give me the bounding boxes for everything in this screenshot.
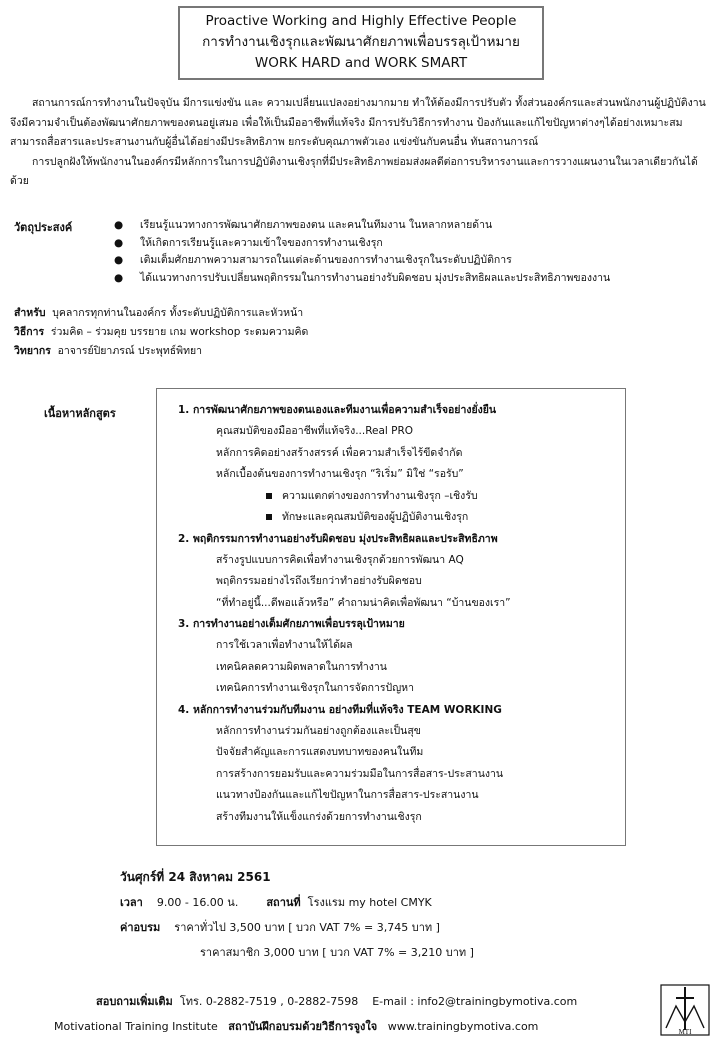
time-value: 9.00 - 16.00 น. (156, 896, 239, 909)
section-item: การสร้างการยอมรับและความร่วมมือในการสื่อสาร-ประสานงาน (216, 767, 504, 780)
title-thai: การทำงานเชิงรุกและพัฒนาศักยภาพเพื่อบรรลุเป้าหมาย (202, 34, 520, 50)
title-box (178, 6, 544, 80)
section-item: เทคนิคการทำงานเชิงรุกในการจัดการปัญหา (216, 682, 414, 694)
bullet-icon: ● (114, 271, 124, 284)
contact-info (96, 992, 577, 1010)
footer (54, 1017, 538, 1035)
objective-item: ● เติมเต็มศักยภาพความสามารถในแต่ละด้านของการทำงานเชิงรุกในระดับปฏิบัติการ (112, 252, 610, 270)
section-title: 4. หลักการทำงานร่วมกับทีมงาน อย่างทีมที่แท้จริง TEAM WORKING (178, 703, 502, 716)
org-name-th: สถาบันฝึกอบรมด้วยวิธีการจูงใจ (228, 1020, 378, 1033)
website-link[interactable]: www.trainingbymotiva.com (387, 1020, 539, 1033)
price-general: ราคาทั่วไป 3,500 บาท [ บวก VAT 7% = 3,745 บาท ] (174, 921, 440, 934)
org-name-en: Motivational Training Institute (54, 1020, 218, 1033)
event-date: วันศุกร์ที่ 24 สิงหาคม 2561 (120, 870, 271, 884)
title-tagline: WORK HARD and WORK SMART (254, 55, 468, 71)
intro-paragraph-1: สถานการณ์การทำงานในปัจจุบัน มีการแข่งขัน และ ความเปลี่ยนแปลงอย่างมากมาย ทำให้ต้องมีการปรับตัว ทั้งส่วนองค์กรและส่วนพนักงานผู้ปฏิบัติงานจึงมีความจำเป็นต้องพัฒนาศักยภาพของตนอยู่เสมอ เพื่อให้เป็นมืออาชีพที่แท้จริง มีการปรับวิธีการทำงาน ป้องกันและแก้ไขปัญหาต่างๆได้อย่างเหมาะสม สามารถสื่อสารและประสานงานกับผู้อื่นได้อย่างมีประสิทธิภาพ ยกระดับคุณภาพตัวเอง แข่งขันกับคนอื่น ทันสถานการณ์ (10, 97, 706, 148)
section-item: หลักเบื้องต้นของการทำงานเชิงรุก “ริเริ่ม” มิใช่ “รอรับ” (216, 468, 464, 480)
section-title: 1. การพัฒนาศักยภาพของตนเองและทีมงานเพื่อความสำเร็จอย่างยั่งยืน (178, 404, 497, 416)
objectives-list (112, 217, 610, 287)
bullet-icon: ● (114, 219, 124, 231)
event-fee-member: ราคาสมาชิก 3,000 บาท [ บวก VAT 7% = 3,210 บาท ] (200, 946, 474, 959)
bullet-icon: ● (114, 236, 124, 249)
section-item: หลักการคิดอย่างสร้างสรรค์ เพื่อความสำเร็จไร้ขีดจำกัด (216, 446, 463, 459)
fee-label: ค่าอบรม (120, 921, 161, 934)
place-label: สถานที่ (266, 896, 301, 909)
intro-text (10, 94, 706, 192)
objective-item: ● ให้เกิดการเรียนรู้และความเข้าใจของการทำงานเชิงรุก (112, 235, 610, 253)
intro-paragraph-2: การปลูกฝังให้พนักงานในองค์กรมีหลักการในการปฏิบัติงานเชิงรุกที่มีประสิทธิภาพย่อมส่งผลดีต่อการบริหารงานและการวางแผนงานในเวลาเดียวกันได้ด้วย (10, 155, 698, 187)
time-label: เวลา (120, 896, 143, 909)
mti-logo-icon (660, 984, 710, 1036)
course-sections (178, 400, 618, 828)
info-audience: สำหรับ บุคลากรทุกท่านในองค์กร ทั้งระดับปฏิบัติการและหัวหน้า (14, 307, 304, 319)
event-fee-general (120, 918, 440, 936)
course-content-label: เนื้อหาหลักสูตร (44, 407, 116, 420)
section-item: การใช้เวลาเพื่อทำงานให้ได้ผล (216, 639, 353, 651)
section-title: 2. พฤติกรรมการทำงานอย่างรับผิดชอบ มุ่งประสิทธิผลและประสิทธิภาพ (178, 532, 498, 545)
svg-text:MTI: MTI (678, 1028, 692, 1036)
title-english: Proactive Working and Highly Effective People (205, 13, 517, 29)
section-item: ปัจจัยสำคัญและการแสดงบทบาทของคนในทีม (216, 746, 424, 758)
bullet-icon: ● (114, 254, 124, 266)
section-item: หลักการทำงานร่วมกันอย่างถูกต้องและเป็นสุข (216, 724, 421, 737)
section-item: สร้างรูปแบบการคิดเพื่อทำงานเชิงรุกด้วยการพัฒนา AQ (216, 553, 464, 566)
contact-phone: โทร. 0-2882-7519 , 0-2882-7598 (179, 995, 359, 1008)
course-info (14, 304, 308, 361)
section-item: “ที่ทำอยู่นี้...ดีพอแล้วหรือ” คำถามน่าคิดเพื่อพัฒนา “บ้านของเรา” (216, 596, 511, 609)
contact-label: สอบถามเพิ่มเติม (96, 995, 173, 1008)
square-bullet-icon (266, 493, 272, 499)
event-time-place (120, 893, 432, 911)
section-title: 3. การทำงานอย่างเต็มศักยภาพเพื่อบรรลุเป้าหมาย (178, 618, 405, 630)
square-bullet-icon (266, 514, 272, 520)
objectives-label: วัตถุประสงค์ (14, 221, 73, 234)
objective-item: ● เรียนรู้แนวทางการพัฒนาศักยภาพของตน และคนในทีมงาน ในหลากหลายด้าน (112, 217, 610, 235)
section-item: คุณสมบัติของมืออาชีพที่แท้จริง...Real PRO (216, 425, 414, 437)
place-value: โรงแรม my hotel CMYK (307, 896, 432, 909)
section-item: สร้างทีมงานให้แข็งแกร่งด้วยการทำงานเชิงรุก (216, 810, 422, 823)
objective-item: ● ได้แนวทางการปรับเปลี่ยนพฤติกรรมในการทำงานอย่างรับผิดชอบ มุ่งประสิทธิผลและประสิทธิภาพของงาน (112, 270, 610, 288)
section-item: แนวทางป้องกันและแก้ไขปัญหาในการสื่อสาร-ประสานงาน (216, 789, 479, 801)
section-item: เทคนิคลดความผิดพลาดในการทำงาน (216, 660, 387, 673)
info-method: วิธีการ ร่วมคิด – ร่วมคุย บรรยาย เกม workshop ระดมความคิด (14, 326, 309, 338)
info-speaker: วิทยากร อาจารย์ปิยาภรณ์ ประพุทธ์พิทยา (14, 345, 203, 357)
contact-email[interactable]: E-mail : info2@trainingbymotiva.com (372, 995, 578, 1008)
section-subitem: ทักษะและคุณสมบัติของผู้ปฏิบัติงานเชิงรุก (178, 507, 618, 529)
section-subitem: ความแตกต่างของการทำงานเชิงรุก –เชิงรับ (178, 486, 618, 508)
section-item: พฤติกรรมอย่างไรถึงเรียกว่าทำอย่างรับผิดชอบ (216, 575, 422, 587)
